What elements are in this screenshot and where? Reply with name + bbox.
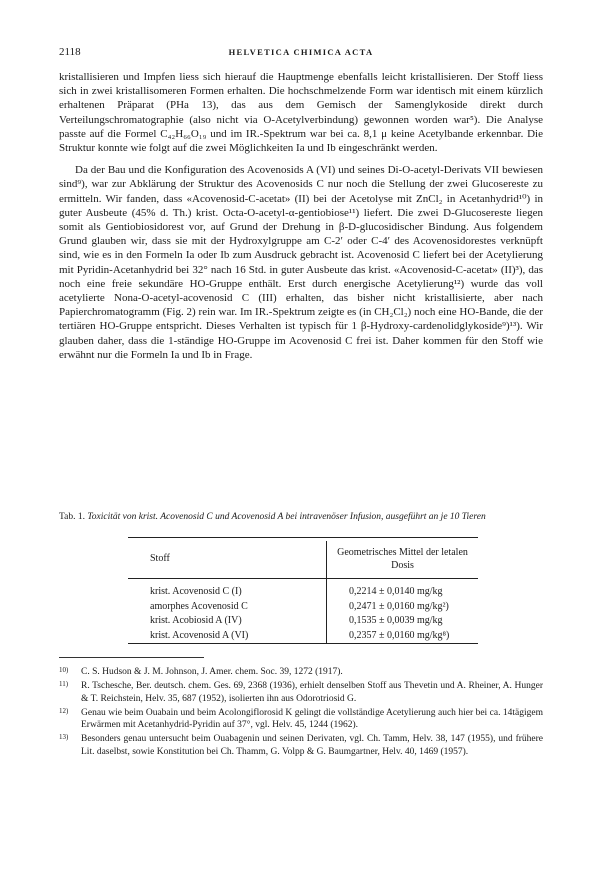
journal-title: HELVETICA CHIMICA ACTA bbox=[228, 47, 374, 57]
table-title: Toxicität von krist. Acovenosid C und Acovenosid A bei intravenöser Infusion, ausgeführt an je 10 Tieren bbox=[87, 512, 486, 522]
footnote bbox=[59, 680, 543, 705]
footnote bbox=[59, 707, 543, 732]
footnote-rule bbox=[59, 657, 204, 658]
footnote-text: R. Tschesche, Ber. deutsch. chem. Ges. 69, 2368 (1936), erhielt denselben Stoff aus Thevetin und A. Rheiner, A. Hunger & T. Reichstein, Helv. 35, 687 (1952), isolierten ihn aus Odorotriosid G. bbox=[81, 681, 543, 704]
paragraph: Da der Bau und die Konfiguration des Acovenosids A (VI) und seines Di-O-acetyl-Derivats VII bewiesen sind⁹), war zur Abklärung der Struktur des Acovenosids C nur noch die Stellung der zwei Glucosereste zu ermitteln. Wir fanden, dass «Acovenosid-C-acetat» (II) bei der Acetolyse mit ZnCl₂ in Acetanhydrid¹⁰) in guter Ausbeute (45% d. Th.) krist. Octa-O-acetyl-α-gentiobiose¹¹) liefert. Die zwei D-Glucosereste liegen somit als Gentiobiosidorest vor, auf Grund der Drehung in β-D-glucosidischer Bindung. Aus folgendem Grund glauben wir, dass sie mit der Hydroxylgruppe am C-2′ oder C-4′ des Acovenosidorestes verknüpft sind, wie es in den Formeln Ia oder Ib zum Ausdruck gebracht ist. Acovenosid C liefert bei der Acetylierung mit Pyridin-Acetanhydrid bei 32° nach 16 Std. in guter Ausbeute das krist. «Acovenosid-C-acetat» (II)³), das noch eine freie sekundäre HO-Gruppe enthält. Erst durch energische Acetylierung¹²) wurde das voll acetylierte Nona-O-acetyl-acovenosid C (III) erhalten, das bisher nicht kristallisierte, aber nach Papierchromatogramm (Fig. 2) rein war. Im IR.-Spektrum zeigte es (in CH₂Cl₂) noch eine HO-Bande, die der tertiären HO-Gruppe entspricht. Dieses Verhalten ist typisch für 1 β-Hydroxy-cardenolidglykoside⁹)¹³). Wir glauben daher, dass die 1-ständige HO-Gruppe im Acovenosid C frei ist. Daher kommen für den Stoff wie erwähnt nur die Formeln Ia und Ib in Frage. bbox=[59, 164, 543, 361]
table-cell-dose: 0,2214 ± 0,0140 mg/kg bbox=[349, 586, 443, 597]
footnotes bbox=[59, 666, 543, 760]
footnote-number: 13) bbox=[59, 733, 69, 742]
table-cell-dose: 0,2357 ± 0,0160 mg/kg⁸) bbox=[349, 629, 450, 641]
table-row bbox=[128, 600, 478, 615]
table-cell-substance: krist. Acovenosid C (I) bbox=[128, 585, 327, 600]
table-row bbox=[128, 585, 478, 600]
footnote-text: Genau wie beim Ouabain und beim Acolongiflorosid K gelingt die vollständige Acetylierung auch hier bei ca. 14tägigem Erwärmen mit Acetanhydrid-Pyridin auf 37°, vgl. Helv. 45, 1244 (1962). bbox=[81, 707, 543, 731]
footnote-number: 10) bbox=[59, 666, 69, 674]
page-number: 2118 bbox=[59, 46, 81, 58]
footnote-number: 11) bbox=[59, 680, 69, 689]
footnote bbox=[59, 733, 543, 758]
paragraph: kristallisieren und Impfen liess sich hierauf die Hauptmenge ebenfalls leicht kristallisieren. Der Stoff liess sich in zwei kristallisomeren Formen erhalten. Die hochschmelzende Form war identisch mit einem kürzlich erhaltenen Präparat (PHa 13), das aus dem Gemisch der Samenglykoside direkt durch Verteilungschromatographie (also nicht via O-Acetylverbindung) gewonnen worden war⁵). Die Analyse passte auf die Formel C₄₂H₆₆O₁₉ und im IR.-Spektrum war bei ca. 8,1 μ keine Acetylbande erkennbar. Die Struktur konnte wie folgt auf die zwei Möglichkeiten Ia und Ib eingeschränkt werden. bbox=[59, 71, 543, 155]
table-header-row bbox=[128, 541, 478, 579]
footnote-text: Besonders genau untersucht beim Ouabagenin und seinen Derivaten, vgl. Ch. Tamm, Helv. 38, 147 (1955), und frühere Lit. daselbst, sowie Konstitution bei Ch. Thamm, G. Volpp & G. Baumgartner, Helv. 40, 1469 (1957). bbox=[81, 734, 543, 757]
body-text bbox=[59, 70, 543, 370]
footnote-text: C. S. Hudson & J. M. Johnson, J. Amer. chem. Soc. 39, 1272 (1917). bbox=[81, 667, 343, 677]
footnote-number: 12) bbox=[59, 706, 69, 715]
table-label: Tab. 1. bbox=[59, 512, 85, 522]
column-header-dose: Geometrisches Mittel der letalen Dosis bbox=[327, 541, 479, 579]
toxicity-table bbox=[128, 541, 478, 643]
running-header bbox=[59, 46, 543, 60]
table-cell-dose: 0,1535 ± 0,0039 mg/kg bbox=[349, 615, 443, 626]
table-cell-substance: krist. Acobiosid A (IV) bbox=[128, 614, 327, 629]
footnote bbox=[59, 666, 543, 678]
table-cell-substance: krist. Acovenosid A (VI) bbox=[128, 629, 327, 644]
table-caption bbox=[59, 511, 543, 524]
table-row bbox=[128, 629, 478, 644]
table-row bbox=[128, 614, 478, 629]
table-cell-dose: 0,2471 ± 0,0160 mg/kg²) bbox=[349, 600, 449, 612]
column-header-stoff: Stoff bbox=[128, 541, 327, 579]
table-cell-substance: amorphes Acovenosid C bbox=[128, 600, 327, 615]
